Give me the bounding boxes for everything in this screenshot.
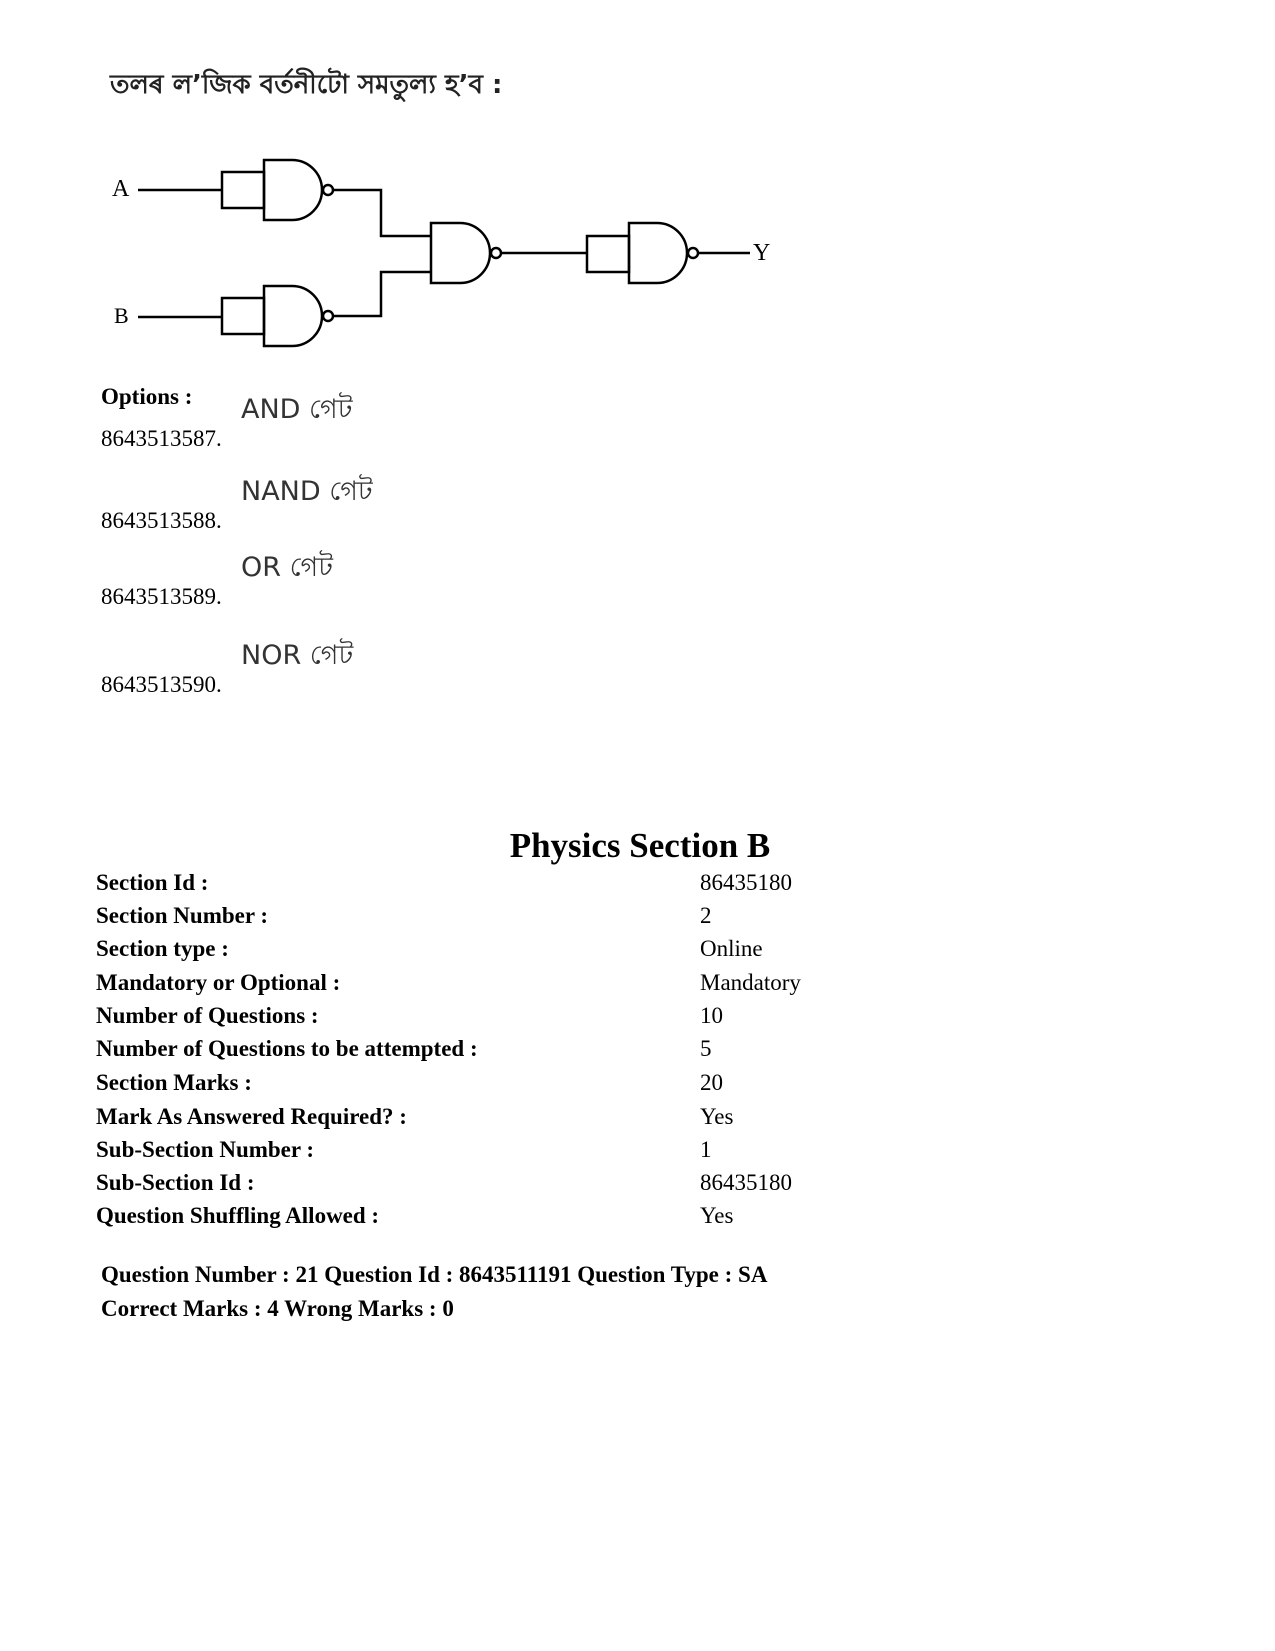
info-label: Section type :: [96, 936, 229, 961]
info-row: [96, 1170, 996, 1200]
label-input-a: A: [112, 176, 130, 202]
info-row: [96, 970, 996, 1000]
nand-gate-1: [222, 160, 333, 220]
wire-g1-g3: [333, 190, 431, 236]
info-value: Yes: [700, 1104, 734, 1129]
info-value: 20: [700, 1070, 723, 1095]
option-text: NAND গেট: [241, 476, 373, 507]
question-text: তলৰ ল’জিক বৰ্তনীটো সমতুল্য হ’ব :: [110, 70, 503, 100]
info-label: Number of Questions :: [96, 1003, 319, 1028]
info-label: Number of Questions to be attempted :: [96, 1036, 478, 1061]
nand-gate-2: [222, 286, 333, 346]
info-label: Question Shuffling Allowed :: [96, 1203, 380, 1228]
wire-g2-g3: [333, 272, 431, 316]
option-id: 8643513587.: [101, 426, 222, 451]
section-title: Physics Section B: [509, 826, 771, 865]
info-value: Yes: [700, 1203, 734, 1228]
info-row: [96, 1203, 996, 1233]
info-row: [96, 903, 996, 933]
info-label: Sub-Section Id :: [96, 1170, 255, 1195]
info-label: Mandatory or Optional :: [96, 970, 341, 995]
nand-gate-3: [431, 223, 501, 283]
option-text: OR গেট: [241, 552, 333, 583]
info-value: 10: [700, 1003, 723, 1028]
option-id: 8643513588.: [101, 508, 222, 533]
info-label: Section Number :: [96, 903, 269, 928]
info-label: Mark As Answered Required? :: [96, 1104, 407, 1129]
label-output-y: Y: [753, 240, 771, 266]
info-row: [96, 1137, 996, 1167]
info-value: 86435180: [700, 1170, 792, 1195]
label-input-b: B: [114, 303, 129, 328]
info-value: 1: [700, 1137, 712, 1162]
logic-circuit-diagram: [100, 150, 820, 360]
info-row: [96, 1104, 996, 1134]
nand-gate-4: [587, 223, 698, 283]
info-row: [96, 870, 996, 900]
option-id: 8643513589.: [101, 584, 222, 609]
info-row: [96, 1036, 996, 1066]
option-id: 8643513590.: [101, 672, 222, 697]
info-label: Sub-Section Number :: [96, 1137, 315, 1162]
options-label: Options :: [101, 384, 193, 409]
info-value: 2: [700, 903, 712, 928]
option-text: AND গেট: [241, 394, 353, 425]
info-label: Section Id :: [96, 870, 209, 895]
option-text: NOR গেট: [241, 640, 354, 671]
info-row: [96, 936, 996, 966]
info-value: Online: [700, 936, 763, 961]
info-label: Section Marks :: [96, 1070, 252, 1095]
question-marks-line: Correct Marks : 4 Wrong Marks : 0: [101, 1296, 454, 1321]
info-value: Mandatory: [700, 970, 801, 995]
info-value: 5: [700, 1036, 712, 1061]
info-row: [96, 1070, 996, 1100]
question-meta-line: Question Number : 21 Question Id : 8643511191 Question Type : SA: [101, 1262, 768, 1287]
info-value: 86435180: [700, 870, 792, 895]
info-row: [96, 1003, 996, 1033]
